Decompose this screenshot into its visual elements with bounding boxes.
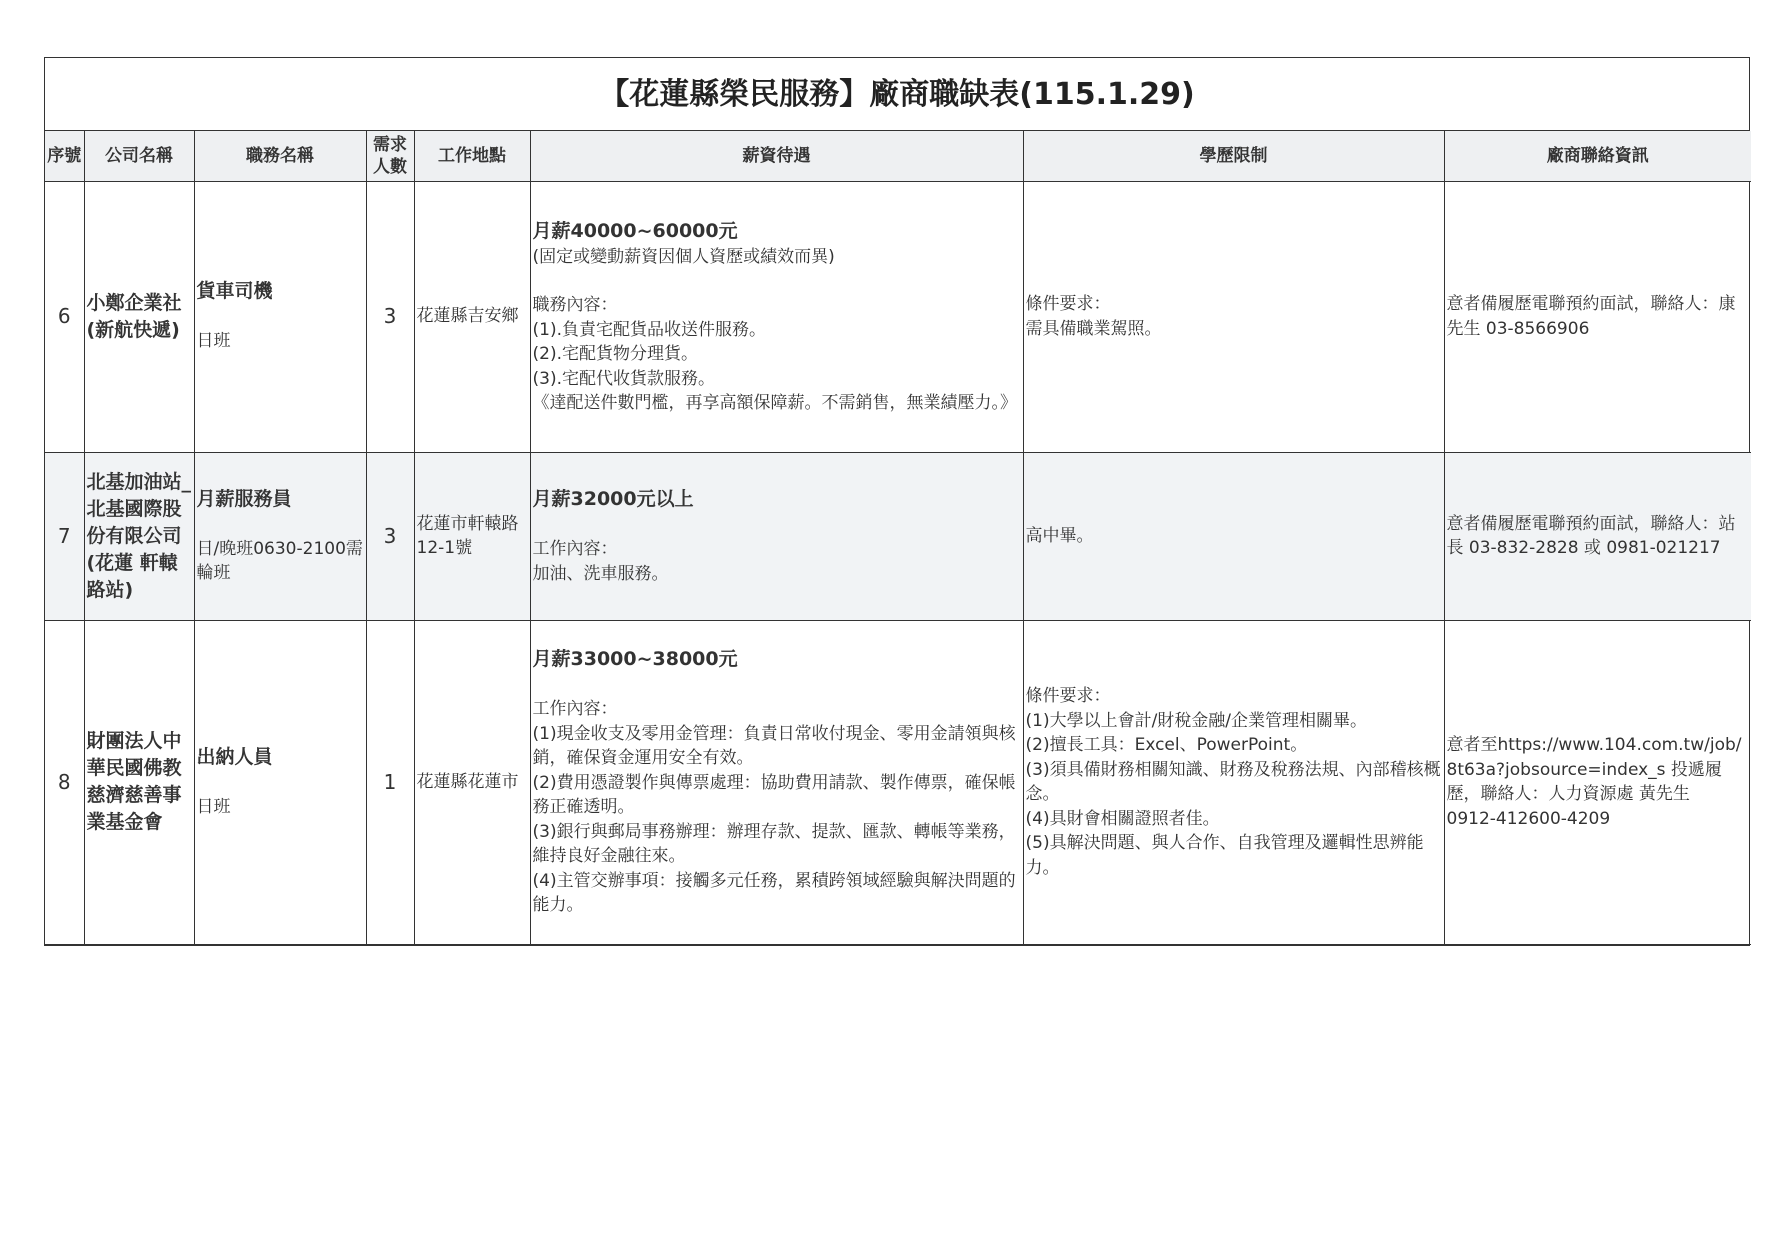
row-count: 3 [366,452,414,620]
table-header-row [45,131,1751,181]
salary-headline: 月薪40000~60000元 [532,219,738,242]
row-seq: 8 [45,620,84,944]
header-seq: 序號 [45,131,84,181]
salary-note: (固定或變動薪資因個人資歷或績效而異) [532,246,835,267]
row-location: 花蓮市軒轅路12-1號 [414,452,530,620]
duty-list: (1)現金收支及零用金管理：負責日常收付現金、零用金請領與核銷，確保資金運用安全有效。 (2)費用憑證製作與傳票處理：協助費用請款、製作傳票，確保帳務正確透明。 (3)銀行與郵局事務辦理：辦理存款、提款、匯款、轉帳等業務，維持良好金融往來。 (4)主管交辦事項：接觸多元任務，累積跨領域經驗與解決問題的能力。 [532,723,1016,916]
page-title: 【花蓮縣榮民服務】廠商職缺表(115.1.29) [45,58,1749,131]
row-education: 高中畢。 [1023,452,1444,620]
row-contact: 意者至https://www.104.com.tw/job/8t63a?jobsource=index_s 投遞履歷，聯絡人：人力資源處 黃先生 0912-412600-4209 [1444,620,1751,944]
row-salary [530,181,1023,452]
job-vacancy-sheet [44,57,1750,946]
position-shift: 日班 [196,331,231,352]
row-contact: 意者備履歷電聯預約面試，聯絡人：站長 03-832-2828 或 0981-021217 [1444,452,1751,620]
position-title: 月薪服務員 [196,487,292,510]
row-company: 小鄭企業社 (新航快遞) [84,181,194,452]
header-location: 工作地點 [414,131,530,181]
header-position: 職務名稱 [194,131,366,181]
table-row [45,620,1751,944]
duty-label: 工作內容： [532,699,618,720]
header-contact: 廠商聯絡資訊 [1444,131,1751,181]
row-company: 財團法人中華民國佛教慈濟慈善事業基金會 [84,620,194,944]
row-seq: 6 [45,181,84,452]
table-row [45,452,1751,620]
row-location: 花蓮縣吉安鄉 [414,181,530,452]
header-count: 需求人數 [366,131,414,181]
duty-label: 工作內容： [532,539,618,559]
duty-list: 加油、洗車服務。 [532,563,669,584]
position-shift: 日/晚班0630-2100需輪班 [196,538,363,583]
row-seq: 7 [45,452,84,620]
row-education: 條件要求： 需具備職業駕照。 [1023,181,1444,452]
row-count: 3 [366,181,414,452]
duty-list: (1).負責宅配貨品收送件服務。 (2).宅配貨物分理貨。 (3).宅配代收貨款服務。 《達配送件數門檻，再享高額保障薪。不需銷售，無業績壓力。》 [532,319,1017,413]
position-title: 貨車司機 [196,280,273,303]
row-contact: 意者備履歷電聯預約面試，聯絡人：康先生 03-8566906 [1444,181,1751,452]
position-shift: 日班 [196,796,231,817]
row-position [194,620,366,944]
row-count: 1 [366,620,414,944]
row-salary [530,620,1023,944]
table-row [45,181,1751,452]
row-education: 條件要求： (1)大學以上會計/財稅金融/企業管理相關畢。 (2)擅長工具：Excel、PowerPoint。 (3)須具備財務相關知識、財務及稅務法規、內部稽核概念。 (4)具財會相關證照者佳。 (5)具解決問題、與人合作、自我管理及邏輯性思辨能力。 [1023,620,1444,944]
duty-label: 職務內容： [532,295,618,315]
header-salary: 薪資待遇 [530,131,1023,181]
row-position [194,181,366,452]
header-education: 學歷限制 [1023,131,1444,181]
salary-headline: 月薪33000~38000元 [532,648,738,671]
header-company: 公司名稱 [84,131,194,181]
row-company: 北基加油站_北基國際股份有限公司(花蓮 軒轅路站) [84,452,194,620]
salary-headline: 月薪32000元以上 [532,488,694,510]
position-title: 出納人員 [196,745,273,768]
job-vacancy-table [45,131,1751,945]
row-salary [530,452,1023,620]
row-location: 花蓮縣花蓮市 [414,620,530,944]
row-position [194,452,366,620]
